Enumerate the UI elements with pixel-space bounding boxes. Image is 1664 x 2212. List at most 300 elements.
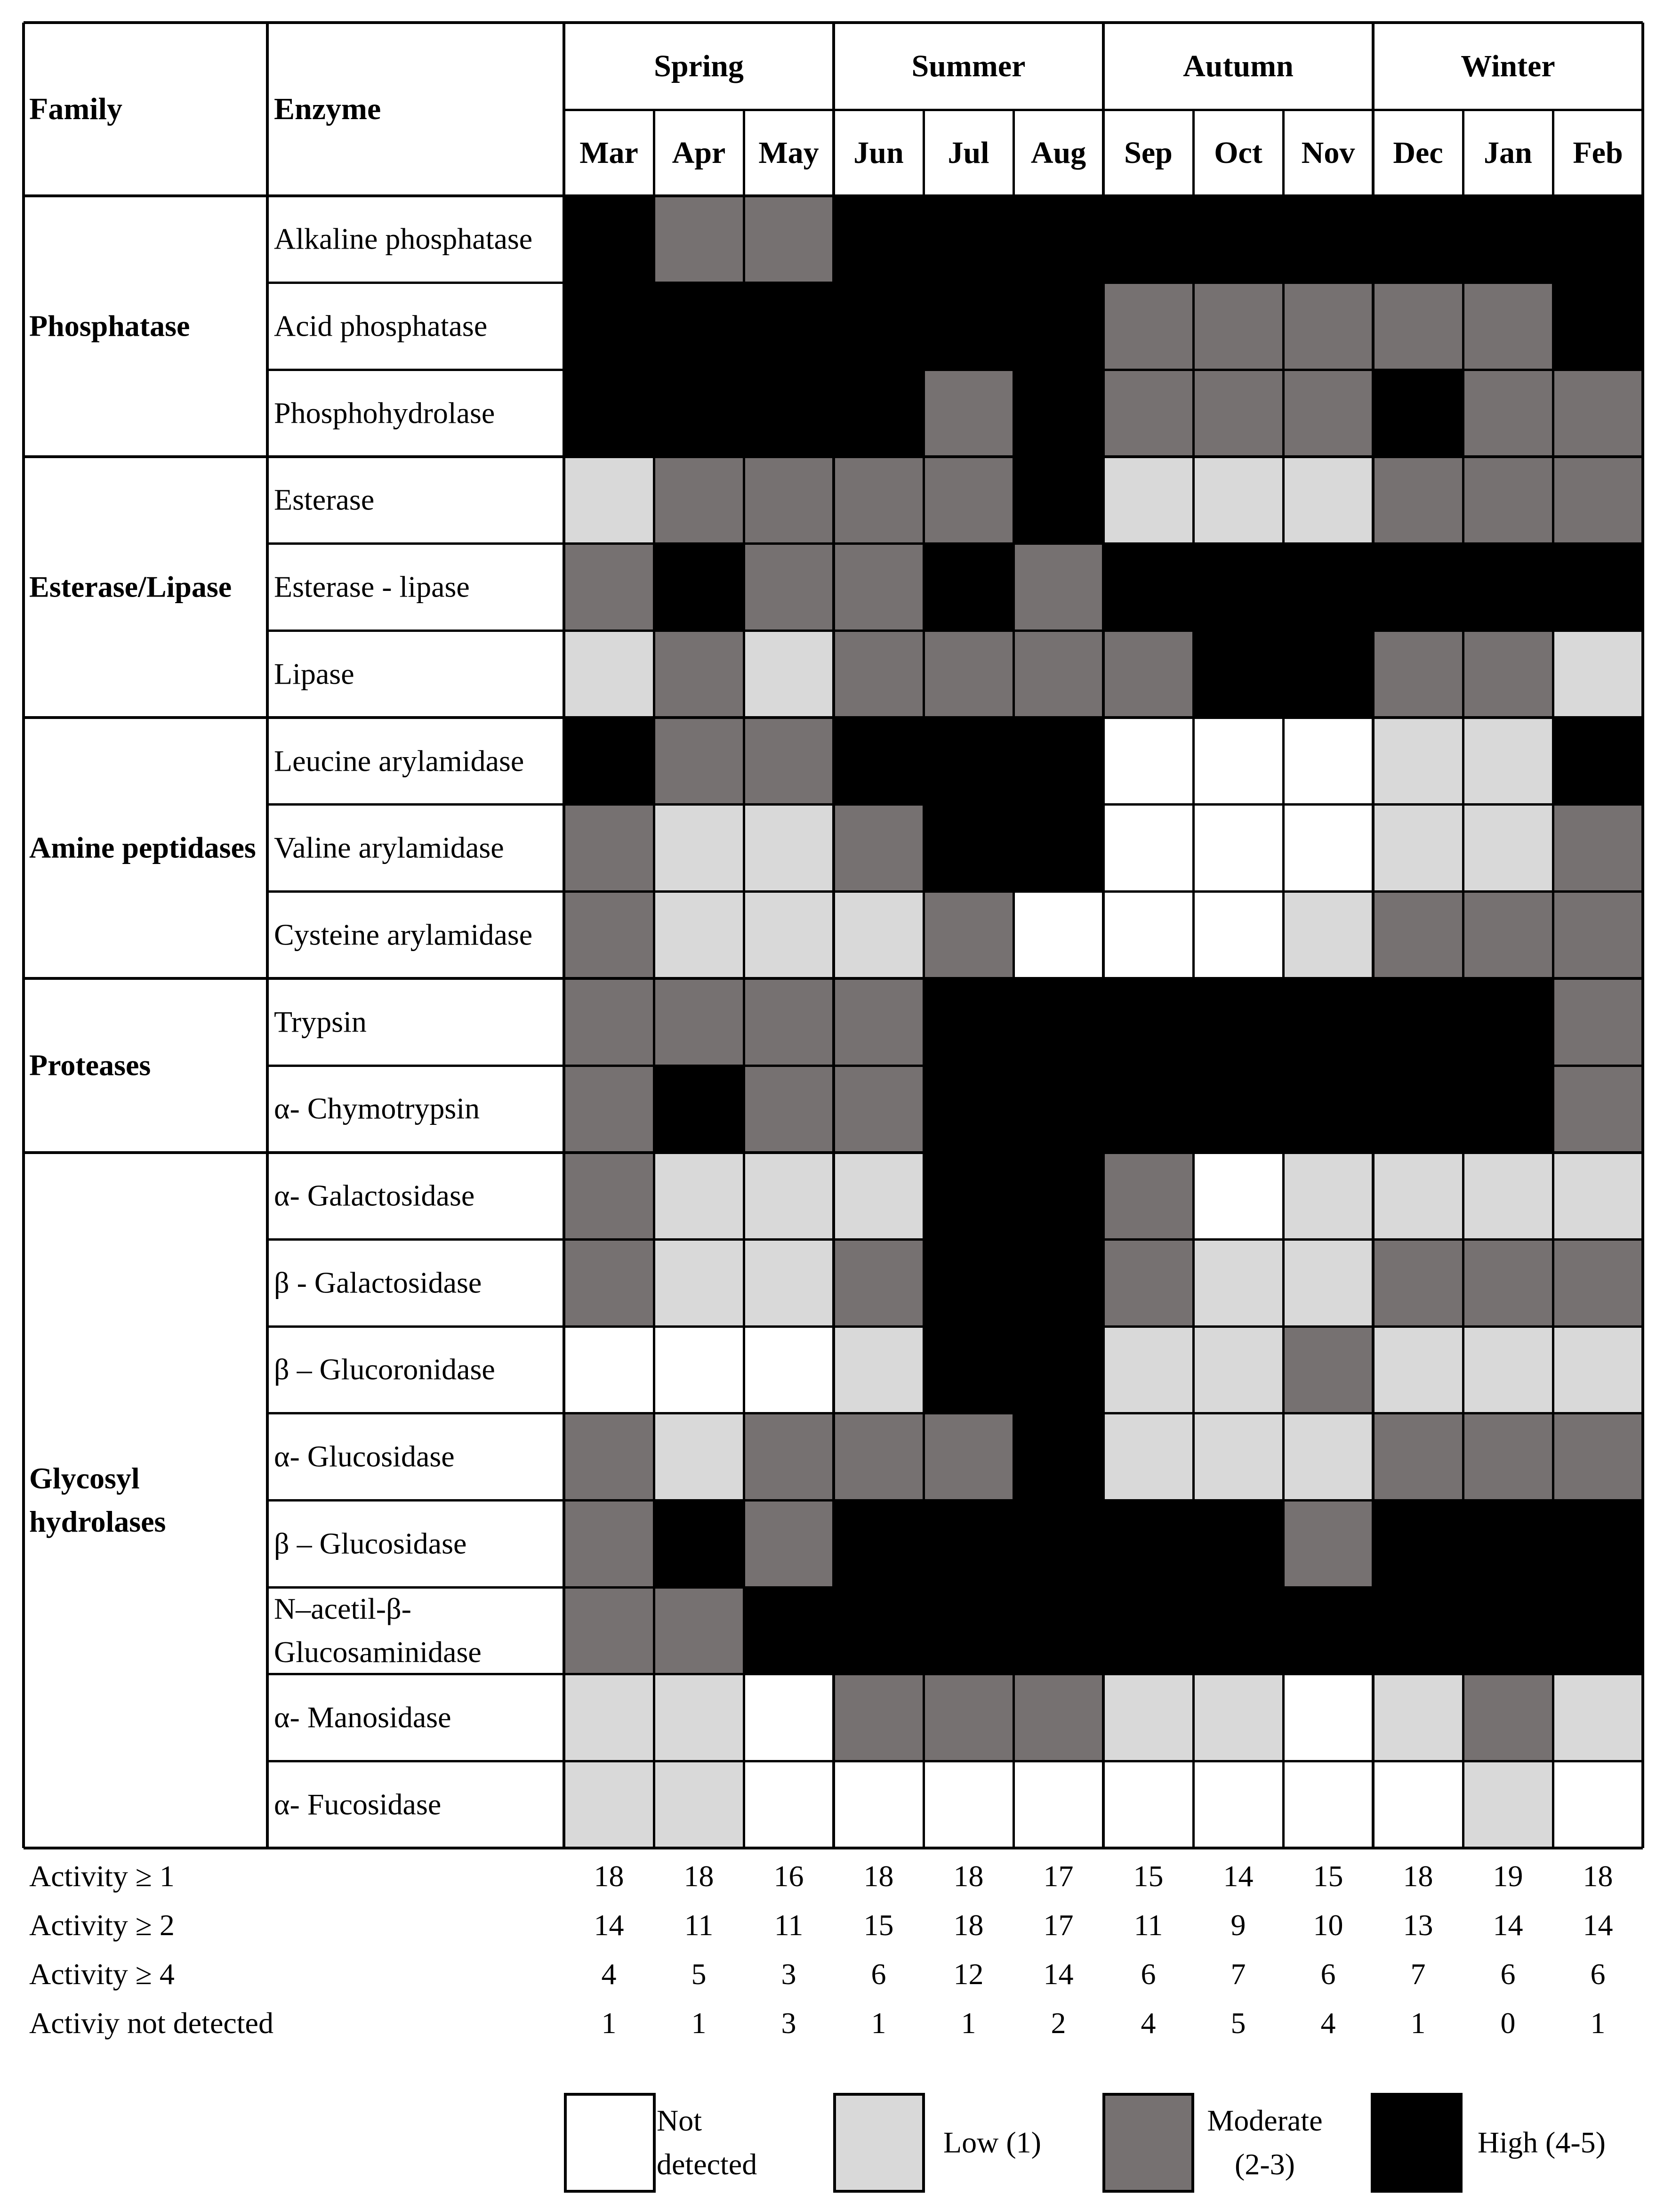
heat-cell xyxy=(1013,1413,1104,1501)
heat-cell xyxy=(1103,457,1194,544)
heat-cell xyxy=(564,631,654,718)
heat-cell xyxy=(1283,196,1374,283)
heat-cell xyxy=(1553,1413,1643,1501)
heat-cell xyxy=(654,1326,744,1413)
summary-value: 17 xyxy=(1043,1859,1074,1893)
summary-value: 14 xyxy=(1493,1908,1523,1942)
heat-cell xyxy=(1283,283,1374,370)
heat-cell xyxy=(924,1587,1014,1674)
heat-cell xyxy=(924,1761,1014,1849)
heat-cell xyxy=(654,1674,744,1761)
heat-cell xyxy=(564,718,654,805)
month-label: Jun xyxy=(853,135,904,170)
season-label: Spring xyxy=(654,48,744,83)
heat-cell xyxy=(1283,544,1374,631)
summary-value: 18 xyxy=(1583,1859,1613,1893)
heat-cell xyxy=(1463,283,1553,370)
heat-cell xyxy=(1103,1413,1194,1501)
heat-cell xyxy=(654,1413,744,1501)
heat-cell xyxy=(1553,892,1643,979)
summary-value: 18 xyxy=(683,1859,714,1893)
summary-value: 14 xyxy=(594,1908,624,1942)
heat-cell xyxy=(1103,1153,1194,1240)
enzyme-label: Cysteine arylamidase xyxy=(274,918,533,952)
heat-cell xyxy=(1463,1587,1553,1674)
summary-value: 16 xyxy=(773,1859,804,1893)
heat-cell xyxy=(1013,370,1104,457)
family-column-line xyxy=(266,23,269,1848)
heat-cell xyxy=(924,370,1014,457)
enzyme-label: Lipase xyxy=(274,657,354,691)
heat-cell xyxy=(1463,631,1553,718)
heat-cell xyxy=(744,370,834,457)
family-label: Esterase/Lipase xyxy=(29,570,232,604)
heat-cell xyxy=(1463,978,1553,1066)
heat-cell xyxy=(924,457,1014,544)
heat-cell xyxy=(654,1066,744,1153)
heat-cell xyxy=(834,457,924,544)
enzyme-label: α- Chymotrypsin xyxy=(274,1091,480,1125)
heat-cell xyxy=(1193,1761,1284,1849)
heat-cell xyxy=(564,1066,654,1153)
heat-cell xyxy=(564,544,654,631)
enzyme-header: Enzyme xyxy=(274,92,381,127)
heat-cell xyxy=(1193,1501,1284,1588)
enzyme-label: β - Galactosidase xyxy=(274,1266,482,1300)
heat-cell xyxy=(1103,978,1194,1066)
heat-cell xyxy=(564,1501,654,1588)
heat-cell xyxy=(924,631,1014,718)
month-label: May xyxy=(758,135,819,170)
heat-cell xyxy=(1283,1587,1374,1674)
enzyme-label: Esterase - lipase xyxy=(274,570,470,604)
heat-cell xyxy=(1553,1239,1643,1326)
heat-cell xyxy=(564,978,654,1066)
heat-cell xyxy=(834,805,924,892)
summary-value: 6 xyxy=(1141,1957,1156,1991)
heat-cell xyxy=(1553,1066,1643,1153)
heat-cell xyxy=(1193,805,1284,892)
grid-hline xyxy=(267,1412,1643,1414)
heat-cell xyxy=(1103,1674,1194,1761)
heat-cell xyxy=(1553,1587,1643,1674)
heat-cell xyxy=(564,283,654,370)
legend-label: Moderate (2-3) xyxy=(1207,2104,1323,2181)
heat-cell xyxy=(1103,1761,1194,1849)
heat-cell xyxy=(1283,1153,1374,1240)
heat-cell xyxy=(564,370,654,457)
heat-cell xyxy=(1553,1674,1643,1761)
heat-cell xyxy=(1283,718,1374,805)
family-header: Family xyxy=(29,92,122,127)
enzyme-column-line xyxy=(563,23,565,1848)
heat-cell xyxy=(1373,370,1463,457)
summary-value: 18 xyxy=(1403,1859,1433,1893)
heat-cell xyxy=(1463,457,1553,544)
heat-cell xyxy=(1283,1501,1374,1588)
month-label: Aug xyxy=(1030,135,1086,170)
summary-label: Activity ≥ 4 xyxy=(29,1957,175,1991)
enzyme-label: Alkaline phosphatase xyxy=(274,222,533,256)
heat-cell xyxy=(1193,892,1284,979)
heat-cell xyxy=(924,718,1014,805)
heat-cell xyxy=(654,196,744,283)
grid-hline xyxy=(267,282,1643,284)
heat-cell xyxy=(744,1326,834,1413)
heat-cell xyxy=(834,196,924,283)
heat-cell xyxy=(744,1501,834,1588)
summary-value: 4 xyxy=(601,1957,617,1991)
heat-cell xyxy=(1283,1326,1374,1413)
heat-cell xyxy=(1103,1239,1194,1326)
season-separator xyxy=(1102,23,1105,1848)
heat-cell xyxy=(654,1501,744,1588)
heat-cell xyxy=(1553,283,1643,370)
family-label: Proteases xyxy=(29,1048,151,1082)
heat-cell xyxy=(654,1239,744,1326)
heat-cell xyxy=(1013,1153,1104,1240)
summary-value: 4 xyxy=(1320,2006,1336,2040)
summary-value: 18 xyxy=(953,1859,984,1893)
heat-cell xyxy=(1103,1326,1194,1413)
heat-cell xyxy=(654,892,744,979)
heat-cell xyxy=(1103,718,1194,805)
season-label: Autumn xyxy=(1183,48,1294,83)
heat-cell xyxy=(834,1326,924,1413)
heat-cell xyxy=(1283,1239,1374,1326)
heat-cell xyxy=(1193,544,1284,631)
heat-cell xyxy=(744,978,834,1066)
heat-cell xyxy=(1373,1587,1463,1674)
heat-cell xyxy=(1193,978,1284,1066)
summary-value: 0 xyxy=(1500,2006,1516,2040)
summary-value: 6 xyxy=(1320,1957,1336,1991)
heat-cell xyxy=(1373,1239,1463,1326)
legend-swatch xyxy=(564,2093,656,2193)
grid-hline xyxy=(267,890,1643,893)
heat-cell xyxy=(1283,457,1374,544)
family-label: Phosphatase xyxy=(29,309,190,343)
heat-cell xyxy=(834,1761,924,1849)
heat-cell xyxy=(1283,1066,1374,1153)
heat-cell xyxy=(1013,1239,1104,1326)
heat-cell xyxy=(1103,805,1194,892)
heat-cell xyxy=(1283,892,1374,979)
heat-cell xyxy=(654,718,744,805)
summary-value: 17 xyxy=(1043,1908,1074,1942)
heat-cell xyxy=(834,283,924,370)
heat-cell xyxy=(834,1413,924,1501)
grid-hline xyxy=(267,1325,1643,1328)
month-label: Sep xyxy=(1124,135,1173,170)
summary-value: 1 xyxy=(961,2006,976,2040)
heat-cell xyxy=(1553,370,1643,457)
heat-cell xyxy=(744,1674,834,1761)
heat-cell xyxy=(1013,1501,1104,1588)
heat-cell xyxy=(1553,1326,1643,1413)
heat-cell xyxy=(924,1326,1014,1413)
heat-cell xyxy=(654,805,744,892)
heat-cell xyxy=(1103,892,1194,979)
summary-value: 7 xyxy=(1410,1957,1426,1991)
heat-cell xyxy=(564,1413,654,1501)
heat-cell xyxy=(1463,370,1553,457)
heat-cell xyxy=(1463,196,1553,283)
heat-cell xyxy=(564,1326,654,1413)
heat-cell xyxy=(1463,892,1553,979)
summary-value: 15 xyxy=(1313,1859,1343,1893)
summary-value: 13 xyxy=(1403,1908,1433,1942)
summary-value: 18 xyxy=(863,1859,894,1893)
summary-value: 12 xyxy=(953,1957,984,1991)
heat-cell xyxy=(924,1153,1014,1240)
heat-cell xyxy=(1193,283,1284,370)
family-label: Amine peptidases xyxy=(29,831,256,864)
heat-cell xyxy=(654,457,744,544)
frame-left xyxy=(22,23,25,1848)
heat-cell xyxy=(1193,1326,1284,1413)
heat-cell xyxy=(1373,196,1463,283)
heat-cell xyxy=(744,283,834,370)
heat-cell xyxy=(834,978,924,1066)
heat-cell xyxy=(834,718,924,805)
enzyme-label: β – Glucoronidase xyxy=(274,1353,495,1387)
summary-value: 11 xyxy=(684,1908,714,1942)
month-label: Oct xyxy=(1214,135,1262,170)
heat-cell xyxy=(744,1761,834,1849)
heat-cell xyxy=(1373,978,1463,1066)
summary-value: 1 xyxy=(691,2006,707,2040)
heat-cell xyxy=(564,1587,654,1674)
heat-cell xyxy=(744,718,834,805)
heat-cell xyxy=(744,805,834,892)
heat-cell xyxy=(834,370,924,457)
summary-value: 3 xyxy=(781,1957,796,1991)
heat-cell xyxy=(1013,1326,1104,1413)
heat-cell xyxy=(924,892,1014,979)
heat-cell xyxy=(834,892,924,979)
summary-value: 1 xyxy=(871,2006,886,2040)
heat-cell xyxy=(924,978,1014,1066)
heat-cell xyxy=(654,1153,744,1240)
month-label: Apr xyxy=(672,135,726,170)
legend-label: High (4-5) xyxy=(1478,2125,1606,2159)
season-separator xyxy=(832,23,835,1848)
heat-cell xyxy=(834,1066,924,1153)
heat-cell xyxy=(1553,196,1643,283)
heat-cell xyxy=(1283,370,1374,457)
legend-swatch xyxy=(1102,2093,1194,2193)
summary-value: 5 xyxy=(1230,2006,1246,2040)
summary-value: 3 xyxy=(781,2006,796,2040)
heat-cell xyxy=(1193,1066,1284,1153)
heat-cell xyxy=(1193,457,1284,544)
heat-cell xyxy=(654,631,744,718)
summary-value: 15 xyxy=(863,1908,894,1942)
heat-cell xyxy=(1553,457,1643,544)
heat-cell xyxy=(1373,631,1463,718)
summary-value: 15 xyxy=(1133,1859,1164,1893)
heat-cell xyxy=(1013,978,1104,1066)
heat-cell xyxy=(1013,544,1104,631)
heat-cell xyxy=(564,1153,654,1240)
enzyme-label: Acid phosphatase xyxy=(274,309,488,343)
family-label: Glycosyl hydrolases xyxy=(29,1461,166,1539)
heat-cell xyxy=(1553,805,1643,892)
heat-cell xyxy=(1193,1153,1284,1240)
summary-value: 4 xyxy=(1141,2006,1156,2040)
heat-cell xyxy=(1463,1326,1553,1413)
enzyme-label: Phosphohydrolase xyxy=(274,396,495,430)
heat-cell xyxy=(1373,718,1463,805)
heat-cell xyxy=(564,1761,654,1849)
heat-cell xyxy=(1463,544,1553,631)
heat-cell xyxy=(1103,196,1194,283)
heat-cell xyxy=(1553,1501,1643,1588)
enzyme-label: α- Galactosidase xyxy=(274,1179,475,1212)
summary-value: 11 xyxy=(1133,1908,1163,1942)
heat-cell xyxy=(564,196,654,283)
season-label: Summer xyxy=(911,48,1026,83)
grid-hline xyxy=(267,1238,1643,1241)
summary-value: 14 xyxy=(1043,1957,1074,1991)
heat-cell xyxy=(1463,1761,1553,1849)
heat-cell xyxy=(744,1413,834,1501)
heat-cell xyxy=(654,1587,744,1674)
grid-hline xyxy=(267,1760,1643,1762)
heat-cell xyxy=(1193,370,1284,457)
month-label: Jan xyxy=(1484,135,1532,170)
season-label: Winter xyxy=(1461,48,1555,83)
heat-cell xyxy=(1463,1501,1553,1588)
heat-cell xyxy=(1103,1587,1194,1674)
heat-cell xyxy=(1193,1587,1284,1674)
enzyme-label: Leucine arylamidase xyxy=(274,744,524,778)
heat-cell xyxy=(1013,1761,1104,1849)
heat-cell xyxy=(1013,892,1104,979)
heat-cell xyxy=(1463,1153,1553,1240)
heat-cell xyxy=(834,1501,924,1588)
heat-cell xyxy=(1553,718,1643,805)
heat-cell xyxy=(1013,196,1104,283)
heat-cell xyxy=(1553,1153,1643,1240)
heat-cell xyxy=(834,631,924,718)
summary-value: 9 xyxy=(1230,1908,1246,1942)
summary-value: 1 xyxy=(1410,2006,1426,2040)
heat-cell xyxy=(1463,1239,1553,1326)
heat-cell xyxy=(1283,805,1374,892)
heat-cell xyxy=(1103,370,1194,457)
heat-cell xyxy=(834,544,924,631)
enzyme-label: α- Fucosidase xyxy=(274,1787,442,1821)
legend-label: Low (1) xyxy=(943,2125,1041,2159)
enzyme-label: N–acetil-β-Glucosaminidase xyxy=(274,1591,482,1669)
heat-cell xyxy=(1103,283,1194,370)
heat-cell xyxy=(744,1239,834,1326)
heat-cell xyxy=(1013,1066,1104,1153)
grid-hline xyxy=(267,369,1643,371)
summary-label: Activity ≥ 2 xyxy=(29,1908,175,1942)
enzyme-label: β – Glucosidase xyxy=(274,1526,467,1560)
heat-cell xyxy=(1373,1066,1463,1153)
summary-value: 14 xyxy=(1583,1908,1613,1942)
summary-value: 14 xyxy=(1223,1859,1254,1893)
heat-cell xyxy=(744,1153,834,1240)
heat-cell xyxy=(1193,1674,1284,1761)
heat-cell xyxy=(1103,1066,1194,1153)
month-label: Feb xyxy=(1573,135,1623,170)
heat-cell xyxy=(1373,805,1463,892)
heat-cell xyxy=(1463,1674,1553,1761)
heat-cell xyxy=(924,196,1014,283)
heat-cell xyxy=(744,457,834,544)
heat-cell xyxy=(1013,631,1104,718)
month-label: Dec xyxy=(1393,135,1443,170)
heat-cell xyxy=(1373,892,1463,979)
heat-cell xyxy=(1013,805,1104,892)
heat-cell xyxy=(1193,718,1284,805)
heat-cell xyxy=(1373,1413,1463,1501)
heat-cell xyxy=(654,1761,744,1849)
heat-cell xyxy=(1283,978,1374,1066)
summary-value: 7 xyxy=(1230,1957,1246,1991)
heat-cell xyxy=(1553,544,1643,631)
heat-cell xyxy=(1013,457,1104,544)
heat-cell xyxy=(744,1587,834,1674)
heat-cell xyxy=(1373,1761,1463,1849)
heat-cell xyxy=(1373,283,1463,370)
heat-cell xyxy=(1553,631,1643,718)
heat-cell xyxy=(1283,631,1374,718)
heat-cell xyxy=(1373,1153,1463,1240)
frame-right xyxy=(1641,23,1644,1848)
heat-cell xyxy=(924,283,1014,370)
heat-cell xyxy=(744,196,834,283)
heat-cell xyxy=(564,1674,654,1761)
legend-swatch xyxy=(833,2093,925,2193)
heat-cell xyxy=(1193,196,1284,283)
heat-cell xyxy=(1373,1674,1463,1761)
heat-cell xyxy=(564,1239,654,1326)
heat-cell xyxy=(1463,805,1553,892)
heat-cell xyxy=(1193,1413,1284,1501)
legend-swatch xyxy=(1371,2093,1463,2193)
heat-cell xyxy=(1013,718,1104,805)
enzyme-label: α- Glucosidase xyxy=(274,1439,455,1473)
heat-cell xyxy=(654,544,744,631)
enzyme-label: α- Manosidase xyxy=(274,1700,451,1734)
heat-cell xyxy=(564,457,654,544)
heat-cell xyxy=(1013,1674,1104,1761)
heat-cell xyxy=(744,892,834,979)
grid-hline xyxy=(267,803,1643,806)
summary-value: 5 xyxy=(691,1957,707,1991)
heat-cell xyxy=(1463,1413,1553,1501)
heat-cell xyxy=(1463,1066,1553,1153)
heat-cell xyxy=(1103,631,1194,718)
heat-cell xyxy=(1373,1501,1463,1588)
month-label: Mar xyxy=(579,135,638,170)
heat-cell xyxy=(834,1587,924,1674)
heat-cell xyxy=(744,544,834,631)
summary-value: 6 xyxy=(871,1957,886,1991)
summary-value: 11 xyxy=(774,1908,804,1942)
summary-value: 6 xyxy=(1590,1957,1606,1991)
heat-cell xyxy=(834,1674,924,1761)
heat-cell xyxy=(1283,1761,1374,1849)
grid-hline xyxy=(267,630,1643,632)
heat-cell xyxy=(1283,1413,1374,1501)
